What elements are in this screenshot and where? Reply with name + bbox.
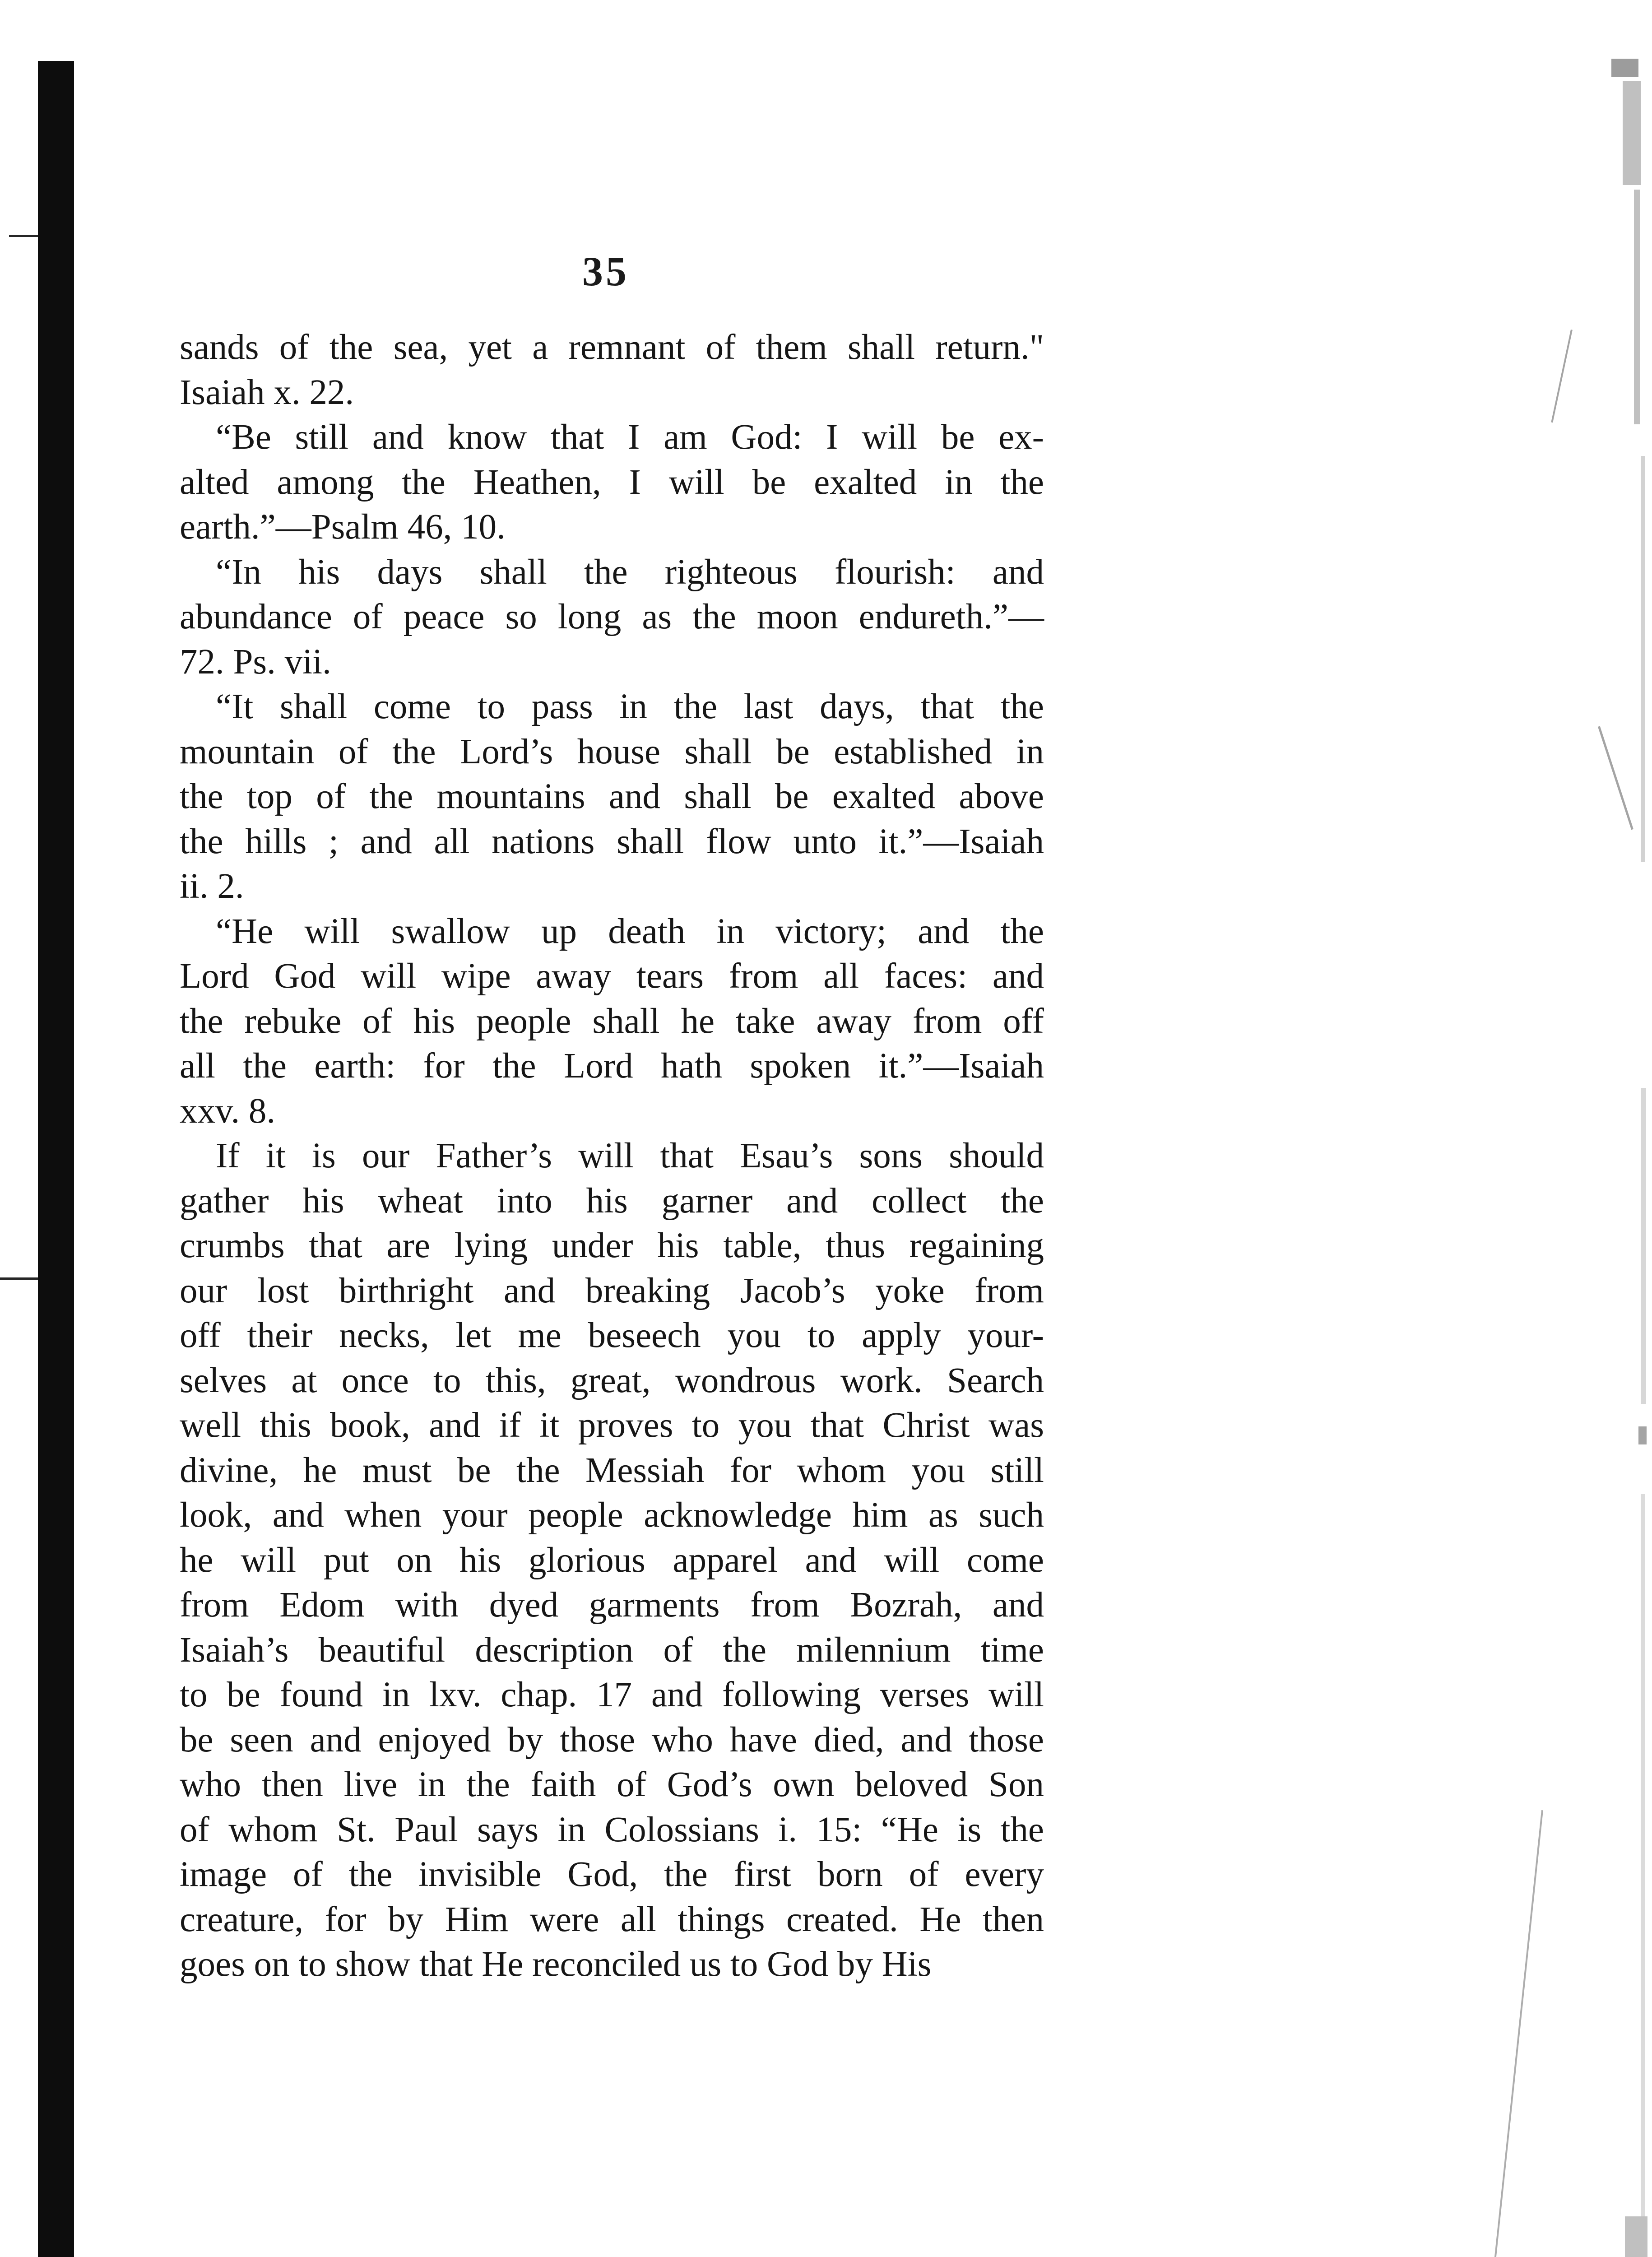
text-line: well this book, and if it proves to you that Christ was [180,1406,1044,1445]
text-line: off their necks, let me beseech you to apply your- [180,1316,1044,1355]
paragraph [180,325,1044,415]
text-line: look, and when your people acknowledge him as such [180,1495,1044,1535]
paragraph [180,909,1044,1134]
binding-edge [38,61,74,2257]
text-line: crumbs that are lying under his table, thus regaining [180,1226,1044,1265]
text-line: from Edom with dyed garments from Bozrah, and [180,1585,1044,1625]
text-line: Isaiah’s beautiful description of the milennium time [180,1630,1044,1670]
text-line: he will put on his glorious apparel and will come [180,1540,1044,1580]
text-line: the hills ; and all nations shall flow unto it.”—Isaiah [180,822,1044,861]
text-line: divine, he must be the Messiah for whom you still [180,1450,1044,1490]
text-line: ii. 2. [180,867,244,906]
text-line: creature, for by Him were all things created. He then [180,1899,1044,1939]
text-line: all the earth: for the Lord hath spoken it.”—Isaiah [180,1046,1044,1086]
body-text [180,325,1044,1987]
page-number: 35 [582,248,629,294]
text-line: image of the invisible God, the first born of every [180,1855,1044,1894]
text-line: 72. Ps. vii. [180,642,331,682]
text-line: abundance of peace so long as the moon endureth.”— [180,597,1044,636]
text-line: gather his wheat into his garner and collect the [180,1181,1044,1221]
text-line: the rebuke of his people shall he take away from off [180,1001,1044,1041]
text-line: our lost birthright and breaking Jacob’s yoke from [180,1271,1044,1310]
text-line: If it is our Father’s will that Esau’s sons should [216,1136,1044,1175]
text-line: “It shall come to pass in the last days, that the [216,687,1044,726]
scan-speckle-margin [1462,50,1652,2257]
text-line: Isaiah x. 22. [180,372,354,412]
gutter-mark [9,235,38,237]
text-line: who then live in the faith of God’s own beloved Son [180,1765,1044,1804]
paragraph [180,550,1044,685]
text-line: Lord God will wipe away tears from all faces: and [180,957,1044,996]
paragraph [180,1133,1044,1987]
paragraph [180,684,1044,909]
paragraph [180,415,1044,550]
text-line: xxv. 8. [180,1091,276,1131]
text-line: the top of the mountains and shall be exalted above [180,777,1044,816]
text-line: selves at once to this, great, wondrous work. Search [180,1361,1044,1400]
text-line: sands of the sea, yet a remnant of them shall return." [180,328,1044,367]
text-line: of whom St. Paul says in Colossians i. 15: “He is the [180,1810,1044,1849]
text-line: “In his days shall the righteous flourish: and [216,552,1044,592]
text-line: mountain of the Lord’s house shall be established in [180,732,1044,771]
text-line: alted among the Heathen, I will be exalted in the [180,462,1044,502]
text-line: be seen and enjoyed by those who have died, and those [180,1720,1044,1760]
text-line: to be found in lxv. chap. 17 and following verses will [180,1675,1044,1714]
text-line: “He will swallow up death in victory; and the [216,911,1044,951]
text-line: goes on to show that He reconciled us to God by His [180,1945,932,1984]
gutter-mark [0,1277,38,1280]
text-line: earth.”—Psalm 46, 10. [180,507,506,547]
text-line: “Be still and know that I am God: I will be ex- [216,418,1044,457]
